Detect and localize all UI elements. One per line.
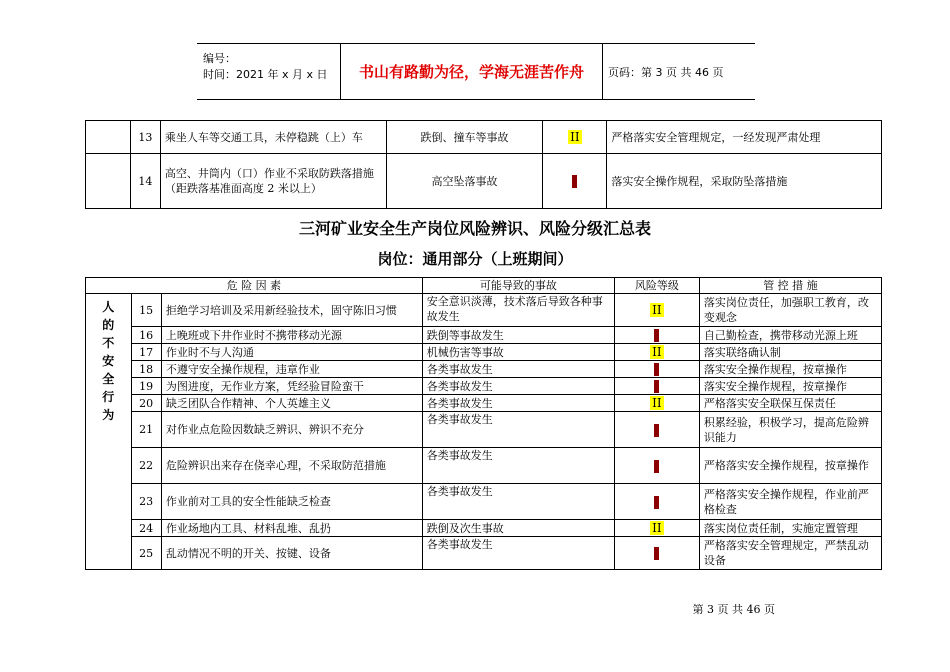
table-row	[86, 412, 882, 448]
factor-cell: 高空、井筒内（口）作业不采取防跌落措施 （距跌落基准面高度 2 米以上）	[160, 154, 386, 209]
risk-table	[85, 277, 882, 570]
level-i-bar	[654, 424, 659, 437]
level-cell	[614, 448, 699, 484]
factor-cell: 缺乏团队合作精神、个人英雄主义	[161, 395, 422, 412]
level-i-bar	[654, 460, 659, 473]
factor-cell: 作业时不与人沟通	[161, 344, 422, 361]
table-header-row	[86, 278, 882, 294]
row-number: 17	[131, 344, 161, 361]
level-ii-badge: II	[652, 520, 662, 535]
measure-cell: 严格落实安全操作规程，按章操作	[699, 448, 881, 484]
factor-cell: 乱动情况不明的开关、按键、设备	[161, 537, 422, 570]
table-row	[86, 361, 882, 378]
accident-cell: 跌倒等事故发生	[422, 327, 614, 344]
accident-cell: 高空坠落事故	[386, 154, 543, 209]
accident-cell: 跌倒、撞车等事故	[386, 121, 543, 154]
table-row	[86, 395, 882, 412]
header-motto: 书山有路勤为径，学海无涯苦作舟	[358, 63, 584, 81]
level-cell	[614, 294, 699, 327]
header-accident: 可能导致的事故	[422, 278, 614, 294]
level-cell	[543, 154, 607, 209]
level-i-bar	[654, 496, 659, 509]
level-i-bar	[654, 329, 659, 342]
table-row	[86, 520, 882, 537]
accident-cell: 机械伤害等事故	[422, 344, 614, 361]
level-ii-badge: II	[652, 395, 662, 410]
row-number: 23	[131, 484, 161, 520]
level-cell	[614, 412, 699, 448]
header-measure: 管 控 措 施	[699, 278, 881, 294]
accident-cell: 各类事故发生	[422, 537, 614, 570]
continuation-table	[85, 120, 882, 209]
factor-cell: 乘坐人车等交通工具，未停稳跳（上）车	[160, 121, 386, 154]
category-cell	[86, 154, 131, 209]
factor-cell: 作业前对工具的安全性能缺乏检查	[161, 484, 422, 520]
row-number: 21	[131, 412, 161, 448]
page-footer: 第 3 页 共 46 页	[692, 603, 775, 616]
measure-cell: 积累经验，积极学习，提高危险辨识能力	[699, 412, 881, 448]
level-i-bar	[654, 363, 659, 376]
accident-cell: 各类事故发生	[422, 484, 614, 520]
level-cell	[614, 395, 699, 412]
level-cell	[614, 378, 699, 395]
category-cell	[86, 294, 132, 570]
table-subtitle: 岗位：通用部分（上班期间）	[377, 250, 573, 268]
table-row	[86, 484, 882, 520]
accident-cell: 跌倒及次生事故	[422, 520, 614, 537]
factor-cell: 作业场地内工具、材料乱堆、乱扔	[161, 520, 422, 537]
row-number: 25	[131, 537, 161, 570]
level-i-bar	[654, 547, 659, 560]
row-number: 22	[131, 448, 161, 484]
table-row	[86, 448, 882, 484]
page-number-label: 页码：第 3 页 共 46 页	[608, 65, 724, 79]
level-ii-badge: II	[652, 344, 662, 359]
level-i-bar	[654, 380, 659, 393]
row-number: 13	[130, 121, 160, 154]
accident-cell: 安全意识淡薄，技术落后导致各种事故发生	[422, 294, 614, 327]
factor-cell: 为图进度，无作业方案，凭经验冒险蛮干	[161, 378, 422, 395]
level-cell	[614, 484, 699, 520]
header-level: 风险等级	[614, 278, 699, 294]
table-row	[86, 378, 882, 395]
time-label: 时间：2021 年 x 月 x 日	[203, 68, 328, 81]
table-row	[86, 121, 882, 154]
accident-cell: 各类事故发生	[422, 361, 614, 378]
header-factor: 危 险 因 素	[86, 278, 423, 294]
measure-cell: 落实岗位责任制，实施定置管理	[699, 520, 881, 537]
accident-cell: 各类事故发生	[422, 412, 614, 448]
row-number: 20	[131, 395, 161, 412]
level-cell	[614, 361, 699, 378]
measure-cell: 落实安全操作规程，按章操作	[699, 378, 881, 395]
table-row	[86, 537, 882, 570]
factor-cell: 拒绝学习培训及采用新经验技术，固守陈旧习惯	[161, 294, 422, 327]
category-label: 人的不安全行为	[102, 300, 115, 422]
row-number: 14	[130, 154, 160, 209]
measure-cell: 落实岗位责任，加强职工教育，改变观念	[699, 294, 881, 327]
table-row	[86, 154, 882, 209]
table-row	[86, 294, 882, 327]
measure-cell: 落实安全操作规程，按章操作	[699, 361, 881, 378]
table-row	[86, 344, 882, 361]
level-i-bar	[572, 175, 577, 188]
level-ii-badge: II	[652, 302, 662, 317]
row-number: 16	[131, 327, 161, 344]
accident-cell: 各类事故发生	[422, 395, 614, 412]
level-cell	[614, 520, 699, 537]
factor-cell: 对作业点危险因数缺乏辨识、辨识不充分	[161, 412, 422, 448]
measure-cell: 自己勤检查，携带移动光源上班	[699, 327, 881, 344]
factor-cell: 危险辨识出来存在侥幸心理，不采取防范措施	[161, 448, 422, 484]
measure-cell: 严格落实安全联保互保责任	[699, 395, 881, 412]
category-cell	[86, 121, 131, 154]
row-number: 24	[131, 520, 161, 537]
accident-cell: 各类事故发生	[422, 448, 614, 484]
table-title: 三河矿业安全生产岗位风险辨识、风险分级汇总表	[298, 219, 651, 238]
code-label: 编号：	[203, 52, 236, 65]
measure-cell: 严格落实安全管理规定，严禁乱动设备	[699, 537, 881, 570]
row-number: 18	[131, 361, 161, 378]
accident-cell: 各类事故发生	[422, 378, 614, 395]
row-number: 15	[131, 294, 161, 327]
measure-cell: 落实联络确认制	[699, 344, 881, 361]
measure-cell: 严格落实安全管理规定，一经发现严肃处理	[607, 121, 882, 154]
row-number: 19	[131, 378, 161, 395]
header-divider	[602, 44, 603, 99]
level-cell	[543, 121, 607, 154]
factor-cell: 上晚班或下井作业时不携带移动光源	[161, 327, 422, 344]
measure-cell: 落实安全操作规程，采取防坠落措施	[607, 154, 882, 209]
level-cell	[614, 327, 699, 344]
factor-cell: 不遵守安全操作规程，违章作业	[161, 361, 422, 378]
measure-cell: 严格落实安全操作规程，作业前严格检查	[699, 484, 881, 520]
level-ii-badge: II	[570, 129, 580, 144]
table-row	[86, 327, 882, 344]
document-header	[197, 43, 755, 100]
level-cell	[614, 344, 699, 361]
level-cell	[614, 537, 699, 570]
